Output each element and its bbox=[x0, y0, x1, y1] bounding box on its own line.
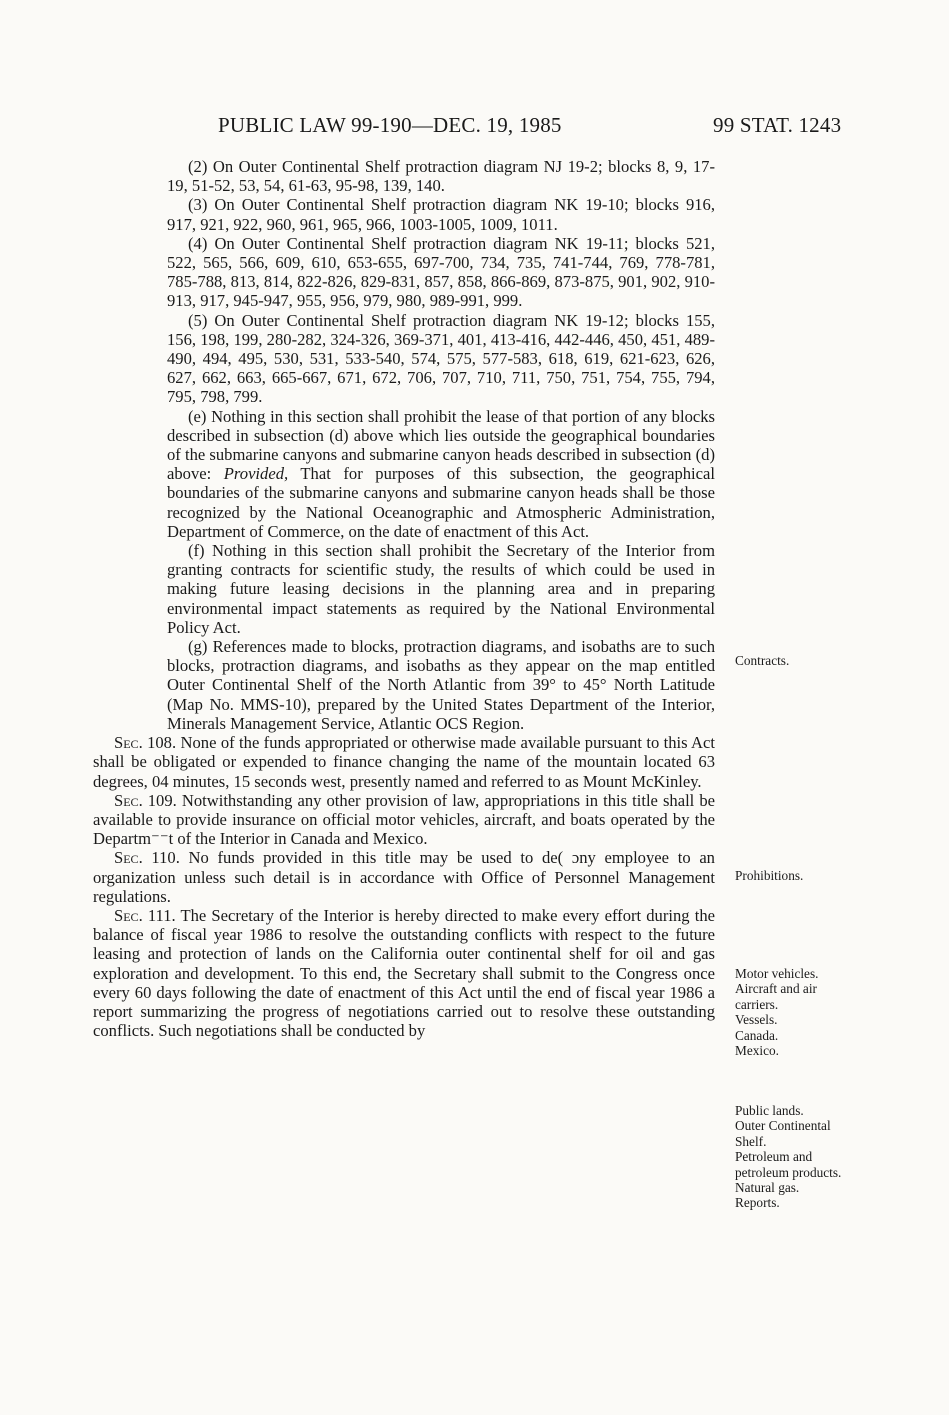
section-108-label: Sec. 108. bbox=[114, 733, 177, 753]
margin-note-natural-gas: Natural gas. bbox=[735, 1180, 800, 1196]
margin-note-reports: Reports. bbox=[735, 1195, 780, 1211]
margin-note-vessels: Vessels. bbox=[735, 1012, 778, 1028]
page-header-title: PUBLIC LAW 99-190—DEC. 19, 1985 bbox=[218, 113, 562, 137]
paragraph-g: (g) References made to blocks, protraction diagrams, and isobaths are to such blocks, protraction diagrams, and isobaths as they appear on the map entitled Outer Continental Shelf of the North Atlantic from 39° to 45° North Latitude (Map No. MMS-10), prepared by the United States Department of the Interior, Minerals Management Service, Atlantic OCS Region. bbox=[167, 637, 715, 733]
paragraph-e bbox=[93, 407, 715, 541]
section-110-text: No funds provided in this title may be used to de( ɔny employee to an organization unless such detail is in accordance with Office of Personnel Management regulations. bbox=[93, 848, 715, 906]
section-109 bbox=[93, 791, 715, 849]
margin-note-canada: Canada. bbox=[735, 1027, 779, 1043]
margin-note-mexico: Mexico. bbox=[735, 1043, 779, 1059]
section-108-text: None of the funds appropriated or otherwise made available pursuant to this Act shall be obligated or expended to finance changing the name of the mountain located 63 degrees, 04 minutes, 15 seconds west, presently named and referred to as Mount McKinley. bbox=[93, 733, 716, 791]
section-109-text: Notwithstanding any other provision of law, appropriations in this title shall be available to provide insurance on official motor vehicles, aircraft, and boats operated by the Departm⁻⁻t of the Interior in Canada and Mexico. bbox=[93, 790, 715, 849]
section-110 bbox=[93, 848, 715, 906]
margin-note-public-lands: Public lands. bbox=[735, 1103, 804, 1118]
paragraph-f: (f) Nothing in this section shall prohibit the Secretary of the Interior from granting contracts for scientific study, the results of which could be used in making future leasing decisions in the planning area and in preparing environmental impact statements as required by the National Environmental Policy Act. bbox=[167, 541, 715, 637]
provided-italic: Provided, bbox=[223, 464, 289, 484]
paragraph-2: (2) On Outer Continental Shelf protraction diagram NJ 19-2; blocks 8, 9, 17-19, 51-52, 53, 54, 61-63, 95-98, 139, 140. bbox=[167, 157, 715, 196]
paragraph-e-part1: (e) Nothing in this section shall prohibit the lease of that portion of any blocks described in subsection (d) above which lies outside the geographical boundaries of the submarine canyons and submarine canyon heads described in subsection (d) above: bbox=[167, 406, 715, 484]
paragraph-5: (5) On Outer Continental Shelf protraction diagram NK 19-12; blocks 155, 156, 198, 199, 280-282, 324-326, 369-371, 401, 413-416, 442-446, 450, 451, 489-490, 494, 495, 530, 531, 533-540, 574, 575, 577-583, 618, 619, 621-623, 626, 627, 662, 663, 665-667, 671, 672, 706, 707, 710, 711, 750, 751, 754, 755, 794, 795, 798, 799. bbox=[167, 310, 715, 407]
section-108 bbox=[93, 733, 715, 791]
margin-notes-sec111 bbox=[735, 1103, 855, 1211]
margin-notes-sec109 bbox=[735, 966, 855, 1058]
section-111 bbox=[93, 906, 715, 1040]
margin-note-motor-vehicles: Motor vehicles. bbox=[735, 966, 819, 981]
paragraph-4: (4) On Outer Continental Shelf protraction diagram NK 19-11; blocks 521, 522, 565, 566, 609, 610, 653-655, 697-700, 734, 735, 741-744, 769, 778-781, 785-788, 813, 814, 822-826, 829-831, 857, 858, 866-869, 873-875, 901, 902, 910-913, 917, 945-947, 955, 956, 979, 980, 989-991, 999. bbox=[167, 233, 715, 311]
margin-note-contracts: Contracts. bbox=[735, 653, 790, 668]
paragraph-e-part2: That for purposes of this subsection, the geographical boundaries of the submarine canyons and submarine canyon heads shall be those recognized by the National Oceanographic and Atmospheric Administration, Department of Commerce, on the date of enactment of this Act. bbox=[167, 464, 715, 541]
margin-note-petroleum: Petroleum and petroleum products. bbox=[735, 1149, 842, 1180]
margin-note-aircraft: Aircraft and air carriers. bbox=[735, 981, 817, 1012]
section-109-label: Sec. 109. bbox=[114, 790, 177, 810]
section-110-label: Sec. 110. bbox=[114, 848, 180, 868]
margin-note-ocs: Outer Continental Shelf. bbox=[735, 1118, 831, 1149]
section-111-text: The Secretary of the Interior is hereby directed to make every effort during the balance of fiscal year 1986 to resolve the outstanding conflicts with respect to the future leasing and protection of lands on the California outer continental shelf for oil and gas exploration and development. To this end, the Secretary shall submit to the Congress once every 60 days following the date of enactment of this Act until the end of fiscal year 1986 a report summarizing the progress of negotiations carried out to resolve these outstanding conflicts. Such negotiations shall be conducted by bbox=[93, 905, 715, 1041]
page-header-stat: 99 STAT. 1243 bbox=[713, 113, 842, 137]
section-111-label: Sec. 111. bbox=[114, 905, 176, 925]
paragraph-3: (3) On Outer Continental Shelf protraction diagram NK 19-10; blocks 916, 917, 921, 922, 960, 961, 965, 966, 1003-1005, 1009, 1011. bbox=[167, 195, 715, 234]
margin-note-prohibitions: Prohibitions. bbox=[735, 868, 804, 883]
body-text bbox=[93, 157, 715, 1040]
